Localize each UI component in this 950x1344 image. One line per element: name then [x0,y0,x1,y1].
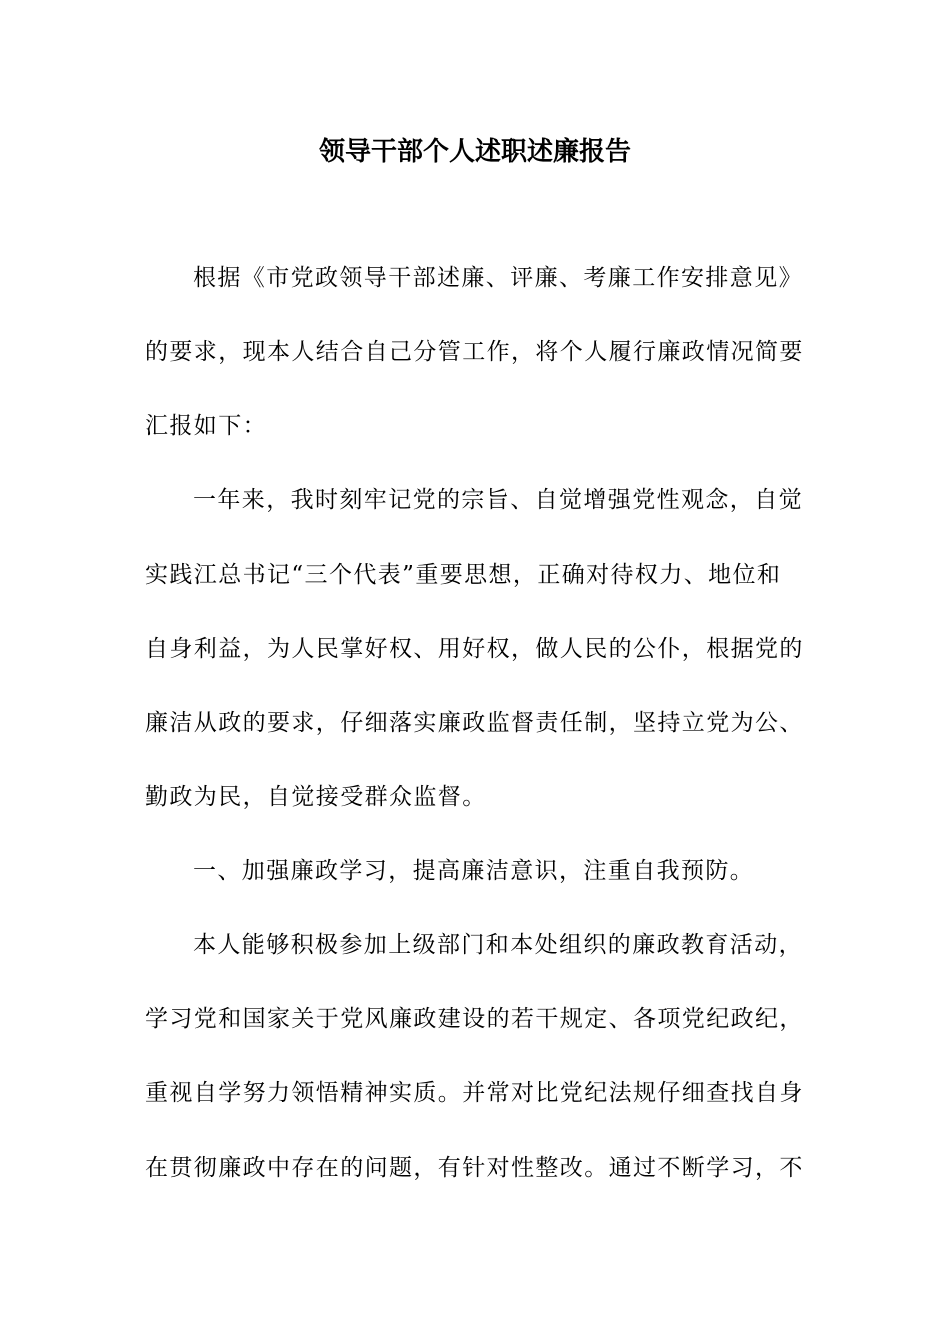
paragraph-line: 自身利益，为人民掌好权、用好权，做人民的公仆，根据党的 [145,636,804,662]
paragraph-line: 根据《市党政领导干部述廉、评廉、考廉工作安排意见》 [193,265,803,291]
paragraph-line: 的要求，现本人结合自己分管工作，将个人履行廉政情况简要 [145,339,804,365]
paragraph-line: 重视自学努力领悟精神实质。并常对比党纪法规仔细查找自身 [145,1080,804,1106]
section-heading: 一、加强廉政学习，提高廉洁意识，注重自我预防。 [193,858,755,884]
paragraph-line: 廉洁从政的要求，仔细落实廉政监督责任制，坚持立党为公、 [145,710,804,736]
paragraph-line: 汇报如下： [145,413,267,439]
paragraph-line: 勤政为民，自觉接受群众监督。 [145,784,487,810]
paragraph-line: 实践江总书记“三个代表”重要思想，正确对待权力、地位和 [145,562,782,588]
paragraph-line: 本人能够积极参加上级部门和本处组织的廉政教育活动， [193,932,803,958]
document-title: 领导干部个人述职述廉报告 [318,137,631,167]
paragraph-line: 在贯彻廉政中存在的问题，有针对性整改。通过不断学习，不 [145,1155,804,1181]
paragraph-line: 一年来，我时刻牢记党的宗旨、自觉增强党性观念，自觉 [193,487,803,513]
paragraph-line: 学习党和国家关于党风廉政建设的若干规定、各项党纪政纪， [145,1006,804,1032]
